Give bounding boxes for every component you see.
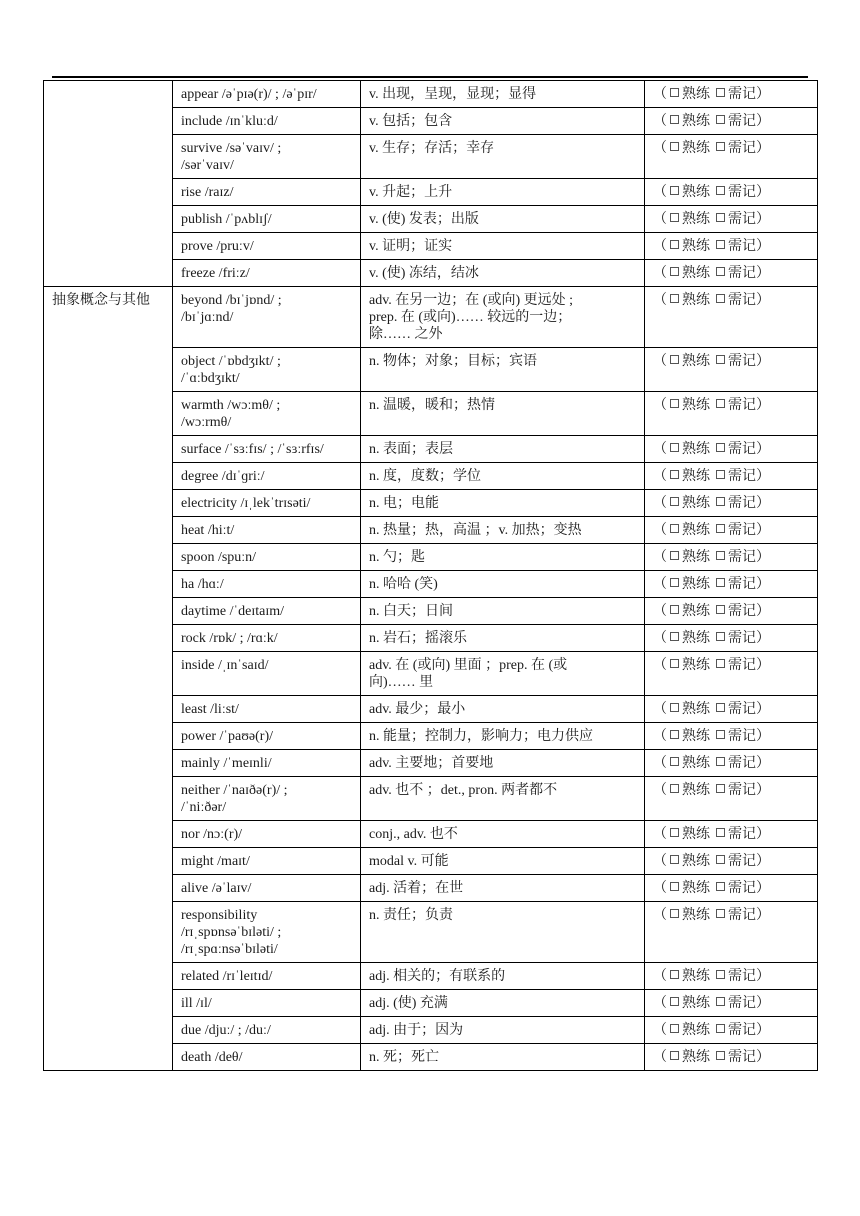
memorize-label: 需记 [728, 756, 756, 771]
meaning-cell: n. 能量；控制力，影响力；电力供应 [361, 723, 645, 750]
status-close-paren: ） [756, 239, 770, 254]
status-close-paren: ） [756, 756, 770, 771]
status-close-paren: ） [756, 729, 770, 744]
status-cell [645, 81, 818, 108]
practice-checkbox[interactable] [670, 88, 679, 97]
memorize-checkbox[interactable] [716, 730, 725, 739]
status-open-paren: （ [653, 996, 667, 1011]
status-close-paren: ） [756, 266, 770, 281]
memorize-label: 需记 [728, 185, 756, 200]
memorize-label: 需记 [728, 354, 756, 369]
status-open-paren: （ [653, 266, 667, 281]
practice-checkbox[interactable] [670, 605, 679, 614]
meaning-cell: n. 岩石；摇滚乐 [361, 625, 645, 652]
word-cell: publish /ˈpʌblɪʃ/ [173, 206, 361, 233]
status-close-paren: ） [756, 577, 770, 592]
memorize-checkbox[interactable] [716, 240, 725, 249]
status-open-paren: （ [653, 969, 667, 984]
practice-checkbox[interactable] [670, 551, 679, 560]
table-row [44, 287, 818, 348]
memorize-label: 需记 [728, 702, 756, 717]
status-cell [645, 348, 818, 392]
meaning-cell: v. 升起；上升 [361, 179, 645, 206]
status-close-paren: ） [756, 212, 770, 227]
word-cell: spoon /spuːn/ [173, 544, 361, 571]
status-cell [645, 463, 818, 490]
memorize-checkbox[interactable] [716, 470, 725, 479]
practice-label: 熟练 [682, 729, 710, 744]
memorize-checkbox[interactable] [716, 294, 725, 303]
status-open-paren: （ [653, 185, 667, 200]
status-open-paren: （ [653, 354, 667, 369]
status-cell [645, 436, 818, 463]
status-close-paren: ） [756, 881, 770, 896]
status-close-paren: ） [756, 827, 770, 842]
word-cell: might /maɪt/ [173, 848, 361, 875]
status-cell [645, 902, 818, 963]
word-cell: object /ˈɒbdʒɪkt/ ; /ˈɑːbdʒɪkt/ [173, 348, 361, 392]
word-cell: ill /ɪl/ [173, 990, 361, 1017]
memorize-checkbox[interactable] [716, 267, 725, 276]
word-cell: include /ɪnˈkluːd/ [173, 108, 361, 135]
status-cell [645, 287, 818, 348]
practice-label: 熟练 [682, 969, 710, 984]
practice-label: 熟练 [682, 266, 710, 281]
practice-checkbox[interactable] [670, 757, 679, 766]
memorize-checkbox[interactable] [716, 828, 725, 837]
practice-label: 熟练 [682, 702, 710, 717]
memorize-checkbox[interactable] [716, 855, 725, 864]
memorize-label: 需记 [728, 141, 756, 156]
status-cell [645, 108, 818, 135]
status-close-paren: ） [756, 658, 770, 673]
status-open-paren: （ [653, 756, 667, 771]
status-open-paren: （ [653, 141, 667, 156]
memorize-label: 需记 [728, 1023, 756, 1038]
word-cell: alive /əˈlaɪv/ [173, 875, 361, 902]
word-cell: beyond /bɪˈjɒnd/ ; /bɪˈjɑːnd/ [173, 287, 361, 348]
status-close-paren: ） [756, 854, 770, 869]
memorize-checkbox[interactable] [716, 524, 725, 533]
vocabulary-table-body [44, 81, 818, 1071]
memorize-checkbox[interactable] [716, 88, 725, 97]
meaning-cell: v. 出现，呈现，显现；显得 [361, 81, 645, 108]
memorize-checkbox[interactable] [716, 443, 725, 452]
practice-checkbox[interactable] [670, 470, 679, 479]
meaning-cell: v. 包括；包含 [361, 108, 645, 135]
meaning-cell: adv. 最少；最小 [361, 696, 645, 723]
meaning-cell: adj. 由于；因为 [361, 1017, 645, 1044]
status-cell [645, 990, 818, 1017]
word-cell: rock /rɒk/ ; /rɑːk/ [173, 625, 361, 652]
memorize-label: 需记 [728, 442, 756, 457]
status-cell [645, 135, 818, 179]
memorize-label: 需记 [728, 631, 756, 646]
memorize-checkbox[interactable] [716, 882, 725, 891]
status-cell [645, 490, 818, 517]
practice-checkbox[interactable] [670, 355, 679, 364]
category-cell [44, 81, 173, 287]
status-cell [645, 723, 818, 750]
memorize-label: 需记 [728, 881, 756, 896]
status-open-paren: （ [653, 881, 667, 896]
word-cell: daytime /ˈdeɪtaɪm/ [173, 598, 361, 625]
status-cell [645, 517, 818, 544]
memorize-label: 需记 [728, 212, 756, 227]
status-cell [645, 848, 818, 875]
meaning-cell: n. 电；电能 [361, 490, 645, 517]
practice-checkbox[interactable] [670, 213, 679, 222]
practice-label: 熟练 [682, 908, 710, 923]
memorize-checkbox[interactable] [716, 970, 725, 979]
memorize-checkbox[interactable] [716, 355, 725, 364]
practice-label: 熟练 [682, 185, 710, 200]
status-open-paren: （ [653, 87, 667, 102]
status-open-paren: （ [653, 442, 667, 457]
practice-checkbox[interactable] [670, 142, 679, 151]
practice-label: 熟练 [682, 550, 710, 565]
memorize-checkbox[interactable] [716, 115, 725, 124]
practice-label: 熟练 [682, 114, 710, 129]
meaning-cell: conj., adv. 也不 [361, 821, 645, 848]
memorize-label: 需记 [728, 577, 756, 592]
meaning-cell: n. 死；死亡 [361, 1044, 645, 1071]
meaning-cell: n. 哈哈 (笑) [361, 571, 645, 598]
memorize-label: 需记 [728, 729, 756, 744]
memorize-checkbox[interactable] [716, 142, 725, 151]
word-cell: mainly /ˈmeɪnli/ [173, 750, 361, 777]
status-close-paren: ） [756, 293, 770, 308]
word-cell: power /ˈpaʊə(r)/ [173, 723, 361, 750]
memorize-checkbox[interactable] [716, 399, 725, 408]
meaning-cell: modal v. 可能 [361, 848, 645, 875]
word-cell: surface /ˈsɜːfɪs/ ; /ˈsɜːrfɪs/ [173, 436, 361, 463]
memorize-label: 需记 [728, 293, 756, 308]
category-cell: 抽象概念与其他 [44, 287, 173, 1071]
status-close-paren: ） [756, 908, 770, 923]
memorize-checkbox[interactable] [716, 632, 725, 641]
status-close-paren: ） [756, 783, 770, 798]
practice-label: 熟练 [682, 996, 710, 1011]
practice-label: 熟练 [682, 523, 710, 538]
practice-label: 熟练 [682, 293, 710, 308]
meaning-cell: v. (使) 冻结，结冰 [361, 260, 645, 287]
meaning-cell: n. 物体；对象；目标；宾语 [361, 348, 645, 392]
practice-checkbox[interactable] [670, 855, 679, 864]
word-cell: electricity /ɪˌlekˈtrɪsəti/ [173, 490, 361, 517]
status-open-paren: （ [653, 523, 667, 538]
status-cell [645, 392, 818, 436]
status-open-paren: （ [653, 658, 667, 673]
practice-label: 熟练 [682, 854, 710, 869]
status-close-paren: ） [756, 550, 770, 565]
practice-label: 熟练 [682, 442, 710, 457]
practice-checkbox[interactable] [670, 497, 679, 506]
practice-checkbox[interactable] [670, 240, 679, 249]
meaning-cell: adj. 相关的；有联系的 [361, 963, 645, 990]
status-open-paren: （ [653, 783, 667, 798]
meaning-cell: n. 勺；匙 [361, 544, 645, 571]
status-cell [645, 206, 818, 233]
status-open-paren: （ [653, 854, 667, 869]
status-open-paren: （ [653, 604, 667, 619]
practice-label: 熟练 [682, 658, 710, 673]
meaning-cell: n. 度，度数；学位 [361, 463, 645, 490]
memorize-label: 需记 [728, 87, 756, 102]
memorize-checkbox[interactable] [716, 997, 725, 1006]
word-cell: related /rɪˈleɪtɪd/ [173, 963, 361, 990]
memorize-label: 需记 [728, 469, 756, 484]
memorize-checkbox[interactable] [716, 551, 725, 560]
status-open-paren: （ [653, 908, 667, 923]
status-close-paren: ） [756, 185, 770, 200]
status-open-paren: （ [653, 398, 667, 413]
status-open-paren: （ [653, 496, 667, 511]
memorize-label: 需记 [728, 523, 756, 538]
memorize-checkbox[interactable] [716, 703, 725, 712]
word-cell: neither /ˈnaɪðə(r)/ ; /ˈniːðər/ [173, 777, 361, 821]
memorize-checkbox[interactable] [716, 605, 725, 614]
word-cell: prove /pruːv/ [173, 233, 361, 260]
memorize-label: 需记 [728, 908, 756, 923]
word-cell: due /djuː/ ; /duː/ [173, 1017, 361, 1044]
status-cell [645, 652, 818, 696]
status-cell [645, 821, 818, 848]
memorize-label: 需记 [728, 604, 756, 619]
practice-label: 熟练 [682, 398, 710, 413]
status-close-paren: ） [756, 141, 770, 156]
practice-label: 熟练 [682, 577, 710, 592]
practice-checkbox[interactable] [670, 1024, 679, 1033]
status-cell [645, 625, 818, 652]
memorize-label: 需记 [728, 550, 756, 565]
status-cell [645, 1044, 818, 1071]
status-cell [645, 179, 818, 206]
practice-label: 熟练 [682, 1023, 710, 1038]
status-close-paren: ） [756, 354, 770, 369]
memorize-checkbox[interactable] [716, 1024, 725, 1033]
status-close-paren: ） [756, 969, 770, 984]
meaning-cell: adv. 在另一边；在 (或向) 更远处 ; prep. 在 (或向)…… 较远的一边； 除…… 之外 [361, 287, 645, 348]
practice-label: 熟练 [682, 604, 710, 619]
practice-checkbox[interactable] [670, 970, 679, 979]
status-open-paren: （ [653, 729, 667, 744]
status-close-paren: ） [756, 469, 770, 484]
status-open-paren: （ [653, 631, 667, 646]
practice-label: 熟练 [682, 827, 710, 842]
status-open-paren: （ [653, 1050, 667, 1065]
memorize-label: 需记 [728, 854, 756, 869]
practice-label: 熟练 [682, 469, 710, 484]
practice-checkbox[interactable] [670, 443, 679, 452]
practice-checkbox[interactable] [670, 703, 679, 712]
meaning-cell: v. (使) 发表；出版 [361, 206, 645, 233]
status-close-paren: ） [756, 398, 770, 413]
status-cell [645, 233, 818, 260]
status-open-paren: （ [653, 114, 667, 129]
status-cell [645, 1017, 818, 1044]
meaning-cell: adj. 活着；在世 [361, 875, 645, 902]
status-open-paren: （ [653, 469, 667, 484]
word-cell: warmth /wɔːmθ/ ; /wɔːrmθ/ [173, 392, 361, 436]
status-close-paren: ） [756, 114, 770, 129]
status-cell [645, 260, 818, 287]
practice-label: 熟练 [682, 354, 710, 369]
table-row [44, 81, 818, 108]
status-cell [645, 571, 818, 598]
status-cell [645, 777, 818, 821]
status-close-paren: ） [756, 87, 770, 102]
status-cell [645, 750, 818, 777]
status-open-paren: （ [653, 293, 667, 308]
practice-label: 熟练 [682, 881, 710, 896]
memorize-checkbox[interactable] [716, 659, 725, 668]
practice-checkbox[interactable] [670, 632, 679, 641]
memorize-checkbox[interactable] [716, 909, 725, 918]
status-close-paren: ） [756, 496, 770, 511]
memorize-label: 需记 [728, 114, 756, 129]
practice-label: 熟练 [682, 756, 710, 771]
memorize-label: 需记 [728, 266, 756, 281]
memorize-label: 需记 [728, 996, 756, 1011]
practice-checkbox[interactable] [670, 882, 679, 891]
status-cell [645, 963, 818, 990]
memorize-checkbox[interactable] [716, 497, 725, 506]
status-close-paren: ） [756, 1023, 770, 1038]
practice-checkbox[interactable] [670, 186, 679, 195]
practice-checkbox[interactable] [670, 578, 679, 587]
status-close-paren: ） [756, 604, 770, 619]
memorize-label: 需记 [728, 783, 756, 798]
status-open-paren: （ [653, 1023, 667, 1038]
word-cell: survive /səˈvaɪv/ ; /sərˈvaɪv/ [173, 135, 361, 179]
status-open-paren: （ [653, 212, 667, 227]
status-close-paren: ） [756, 442, 770, 457]
practice-label: 熟练 [682, 87, 710, 102]
word-cell: responsibility /rɪˌspɒnsəˈbɪləti/ ; /rɪˌspɑːnsəˈbɪləti/ [173, 902, 361, 963]
meaning-cell: n. 热量；热，高温 ；v. 加热；变热 [361, 517, 645, 544]
memorize-label: 需记 [728, 969, 756, 984]
memorize-label: 需记 [728, 658, 756, 673]
practice-checkbox[interactable] [670, 997, 679, 1006]
memorize-label: 需记 [728, 398, 756, 413]
status-cell [645, 544, 818, 571]
memorize-checkbox[interactable] [716, 186, 725, 195]
meaning-cell: v. 生存；存活；幸存 [361, 135, 645, 179]
top-rule [52, 76, 808, 78]
practice-checkbox[interactable] [670, 115, 679, 124]
meaning-cell: n. 表面；表层 [361, 436, 645, 463]
meaning-cell: adv. 主要地；首要地 [361, 750, 645, 777]
word-cell: heat /hiːt/ [173, 517, 361, 544]
status-close-paren: ） [756, 702, 770, 717]
status-close-paren: ） [756, 631, 770, 646]
memorize-checkbox[interactable] [716, 213, 725, 222]
practice-checkbox[interactable] [670, 784, 679, 793]
word-cell: inside /ˌɪnˈsaɪd/ [173, 652, 361, 696]
status-cell [645, 598, 818, 625]
practice-label: 熟练 [682, 141, 710, 156]
status-cell [645, 875, 818, 902]
word-cell: degree /dɪˈɡriː/ [173, 463, 361, 490]
word-cell: ha /hɑː/ [173, 571, 361, 598]
word-cell: rise /raɪz/ [173, 179, 361, 206]
memorize-label: 需记 [728, 239, 756, 254]
status-cell [645, 696, 818, 723]
practice-label: 熟练 [682, 1050, 710, 1065]
memorize-checkbox[interactable] [716, 1051, 725, 1060]
meaning-cell: v. 证明；证实 [361, 233, 645, 260]
word-cell: death /deθ/ [173, 1044, 361, 1071]
practice-checkbox[interactable] [670, 267, 679, 276]
status-open-paren: （ [653, 702, 667, 717]
practice-checkbox[interactable] [670, 909, 679, 918]
meaning-cell: n. 白天；日间 [361, 598, 645, 625]
practice-checkbox[interactable] [670, 1051, 679, 1060]
meaning-cell: n. 温暖，暖和；热情 [361, 392, 645, 436]
status-open-paren: （ [653, 577, 667, 592]
meaning-cell: n. 责任；负责 [361, 902, 645, 963]
memorize-label: 需记 [728, 827, 756, 842]
practice-label: 熟练 [682, 496, 710, 511]
practice-checkbox[interactable] [670, 730, 679, 739]
practice-checkbox[interactable] [670, 399, 679, 408]
meaning-cell: adj. (使) 充满 [361, 990, 645, 1017]
status-close-paren: ） [756, 1050, 770, 1065]
memorize-checkbox[interactable] [716, 784, 725, 793]
memorize-checkbox[interactable] [716, 578, 725, 587]
word-cell: appear /əˈpɪə(r)/ ; /əˈpɪr/ [173, 81, 361, 108]
practice-label: 熟练 [682, 212, 710, 227]
memorize-label: 需记 [728, 1050, 756, 1065]
practice-checkbox[interactable] [670, 828, 679, 837]
practice-checkbox[interactable] [670, 659, 679, 668]
memorize-label: 需记 [728, 496, 756, 511]
practice-label: 熟练 [682, 631, 710, 646]
status-open-paren: （ [653, 550, 667, 565]
status-open-paren: （ [653, 239, 667, 254]
meaning-cell: adv. 也不 ；det., pron. 两者都不 [361, 777, 645, 821]
practice-checkbox[interactable] [670, 294, 679, 303]
word-cell: least /liːst/ [173, 696, 361, 723]
practice-label: 熟练 [682, 783, 710, 798]
meaning-cell: adv. 在 (或向) 里面 ；prep. 在 (或 向)…… 里 [361, 652, 645, 696]
word-cell: freeze /friːz/ [173, 260, 361, 287]
status-close-paren: ） [756, 523, 770, 538]
vocabulary-table [43, 80, 818, 1071]
practice-label: 熟练 [682, 239, 710, 254]
status-close-paren: ） [756, 996, 770, 1011]
status-open-paren: （ [653, 827, 667, 842]
word-cell: nor /nɔː(r)/ [173, 821, 361, 848]
memorize-checkbox[interactable] [716, 757, 725, 766]
practice-checkbox[interactable] [670, 524, 679, 533]
